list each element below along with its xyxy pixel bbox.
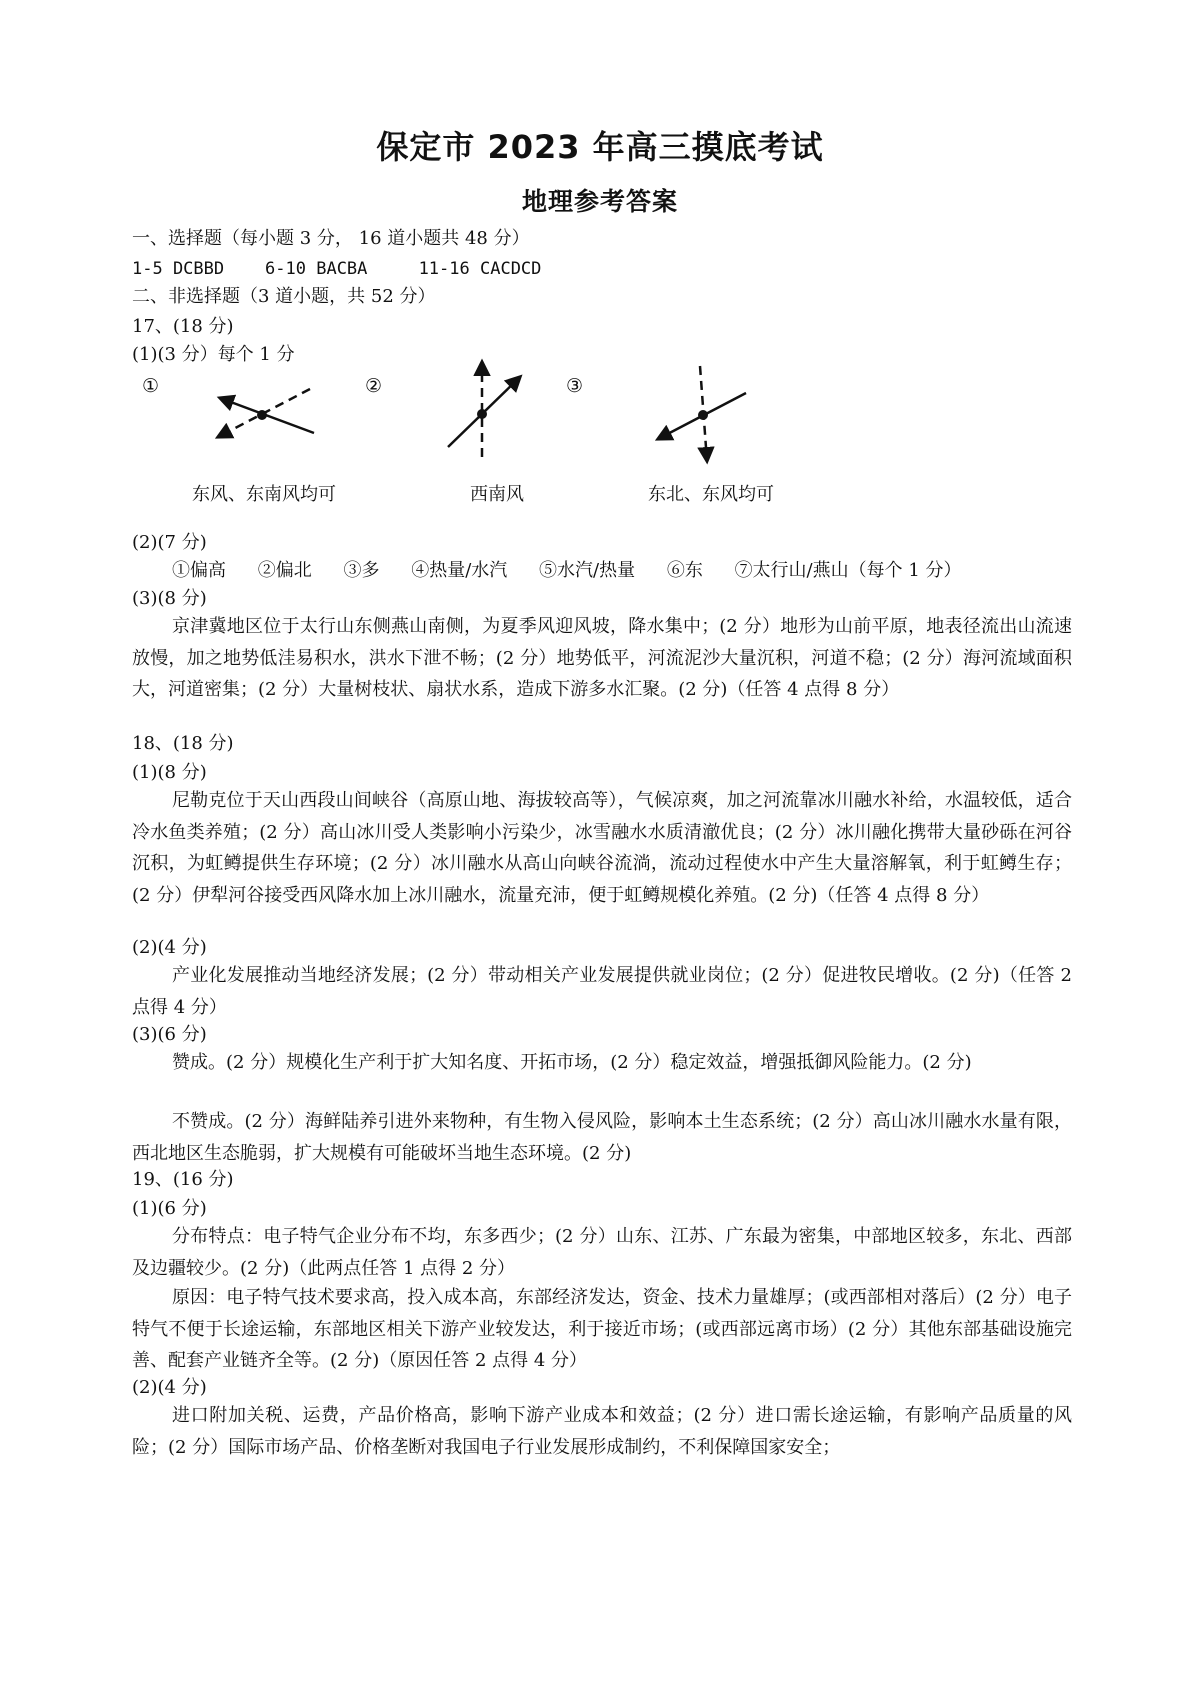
q17-part2-answers bbox=[172, 558, 988, 584]
diagram-1-number: ① bbox=[142, 375, 160, 397]
answer-item: ⑤水汽/热量 bbox=[539, 560, 636, 581]
q17-part2-label: (2)(7 分) bbox=[132, 532, 207, 553]
q19-heading: 19、(16 分) bbox=[132, 1169, 234, 1190]
point-3 bbox=[698, 410, 708, 420]
q18-heading: 18、(18 分) bbox=[132, 733, 234, 754]
section2-heading: 二、非选择题（3 道小题，共 52 分） bbox=[132, 286, 436, 307]
q17-part3-label: (3)(8 分) bbox=[132, 588, 207, 609]
q17-part3-text: 京津冀地区位于太行山东侧燕山南侧，为夏季风迎风坡，降水集中；(2 分）地形为山前平原，地表径流出山流速放慢，加之地势低洼易积水，洪水下泄不畅；(2 分）地势低平，河流泥沙大量沉积，河道不稳；(2 分）海河流域面积大，河道密集；(2 分）大量树枝状、扇状水系，造成下游多水汇聚。(2 分)（任答 4 点得 8 分） bbox=[132, 616, 1072, 700]
diagram-3-number: ③ bbox=[566, 375, 584, 397]
wind-diagram-2 bbox=[448, 362, 520, 457]
q19-part1-label: (1)(6 分) bbox=[132, 1198, 207, 1219]
q18-part1-text: 尼勒克位于天山西段山间峡谷（高原山地、海拔较高等），气候凉爽，加之河流靠冰川融水补给，水温较低，适合冷水鱼类养殖；(2 分）高山冰川受人类影响小污染少，冰雪融水水质清澈优良；(2 分）冰川融化携带大量砂砾在河谷沉积，为虹鳟提供生存环境；(2 分）冰川融水从高山向峡谷流淌，流动过程使水中产生大量溶解氧，利于虹鳟生存；(2 分）伊犁河谷接受西风降水加上冰川融水，流量充沛，便于虹鳟规模化养殖。(2 分)（任答 4 点得 8 分） bbox=[132, 790, 1072, 906]
q17-heading: 17、(18 分) bbox=[132, 316, 234, 337]
wind-diagrams bbox=[0, 0, 1200, 520]
section1-heading: 一、选择题（每小题 3 分， 16 道小题共 48 分） bbox=[132, 228, 530, 249]
diagram-2-number: ② bbox=[365, 375, 383, 397]
answer-item: ②偏北 bbox=[257, 560, 312, 581]
answer-item: ③多 bbox=[343, 560, 380, 581]
q19-part2-label: (2)(4 分) bbox=[132, 1377, 207, 1398]
answer-item: ⑥东 bbox=[666, 560, 703, 581]
q17-part1-label: (1)(3 分）每个 1 分 bbox=[132, 344, 295, 365]
diagram-2-caption: 西南风 bbox=[470, 484, 524, 505]
diagram-3-caption: 东北、东风均可 bbox=[648, 484, 774, 505]
choice-answers: 1-5 DCBBD 6-10 BACBA 11-16 CACDCD bbox=[132, 259, 542, 279]
q18-part3-text-agree: 赞成。(2 分）规模化生产利于扩大知名度、开拓市场，(2 分）稳定效益，增强抵御风险能力。(2 分) bbox=[172, 1052, 972, 1073]
q18-part3-label: (3)(6 分) bbox=[132, 1024, 207, 1045]
q19-part1-distribution: 分布特点：电子特气企业分布不均，东多西少；(2 分）山东、江苏、广东最为密集，中部地区较多，东北、西部及边疆较少。(2 分)（此两点任答 1 点得 2 分） bbox=[132, 1226, 1072, 1279]
q19-part1-reasons: 原因：电子特气技术要求高，投入成本高，东部经济发达，资金、技术力量雄厚；(或西部相对落后）(2 分）电子特气不便于长途运输，东部地区相关下游产业较发达，利于接近市场；(或西部远离市场）(2 分）其他东部基础设施完善、配套产业链齐全等。(2 分)（原因任答 2 点得 4 分） bbox=[132, 1287, 1072, 1371]
wind-diagram-1 bbox=[218, 389, 314, 437]
wind-arrow-1 bbox=[220, 398, 314, 433]
diagram-1-caption: 东风、东南风均可 bbox=[192, 484, 336, 505]
answer-item: ④热量/水汽 bbox=[411, 560, 508, 581]
point-1 bbox=[257, 410, 267, 420]
wind-diagram-3 bbox=[658, 366, 746, 461]
document-subtitle: 地理参考答案 bbox=[521, 187, 678, 216]
q18-part3-text-disagree: 不赞成。(2 分）海鲜陆养引进外来物种，有生物入侵风险，影响本土生态系统；(2 分）高山冰川融水水量有限，西北地区生态脆弱，扩大规模有可能破坏当地生态环境。(2 分) bbox=[132, 1111, 1072, 1164]
q18-part1-label: (1)(8 分) bbox=[132, 762, 207, 783]
answer-item: ①偏高 bbox=[172, 560, 226, 581]
q18-part2-label: (2)(4 分) bbox=[132, 937, 207, 958]
q19-part2-text: 进口附加关税、运费，产品价格高，影响下游产业成本和效益；(2 分）进口需长途运输，有影响产品质量的风险；(2 分）国际市场产品、价格垄断对我国电子行业发展形成制约，不利保障国家安全； bbox=[132, 1405, 1072, 1458]
point-2 bbox=[477, 409, 487, 419]
q18-part2-text: 产业化发展推动当地经济发展；(2 分）带动相关产业发展提供就业岗位；(2 分）促进牧民增收。(2 分)（任答 2 点得 4 分） bbox=[132, 965, 1072, 1018]
document-title: 保定市 2023 年高三摸底考试 bbox=[376, 128, 824, 166]
answer-item: ⑦太行山/燕山（每个 1 分） bbox=[734, 560, 962, 581]
